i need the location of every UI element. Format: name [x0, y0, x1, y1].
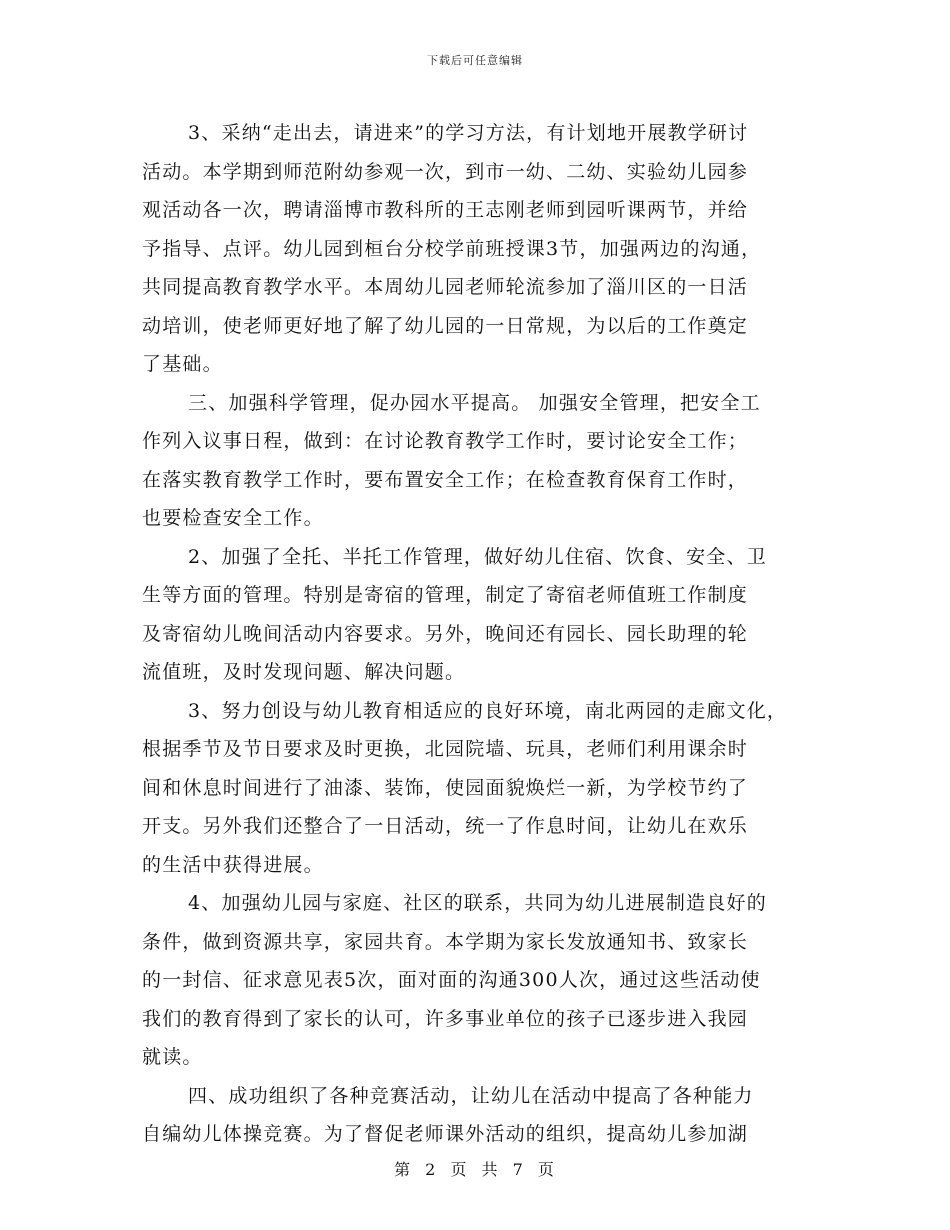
text-line: 活动。本学期到师范附幼参观一次，到市一幼、二幼、实验幼儿园参 [142, 160, 749, 183]
text-line: 及寄宿幼儿晚间活动内容要求。另外，晚间还有园长、园长助理的轮 [142, 622, 749, 645]
text-line: 共同提高教育教学水平。本周幼儿园老师轮流参加了淄川区的一日活 [142, 276, 749, 298]
text-line: 三、加强科学管理，促办园水平提高。 加强安全管理，把安全工 [188, 391, 761, 414]
text-line: 在落实教育教学工作时，要布置安全工作；在检查教育保育工作时， [142, 468, 749, 491]
text-line: 开支。另外我们还整合了一日活动，统一了作息时间，让幼儿在欢乐 [142, 815, 749, 837]
page-footer: 第 2 页 共 7 页 [394, 1160, 556, 1179]
text-line: 间和休息时间进行了油漆、装饰，使园面貌焕烂一新，为学校节约了 [142, 776, 749, 799]
text-line: 生等方面的管理。特别是寄宿的管理，制定了寄宿老师值班工作制度 [142, 584, 749, 606]
text-line: 四、成功组织了各种竞赛活动，让幼儿在活动中提高了各种能力 [188, 1084, 754, 1107]
text-line: 自编幼儿体操竞赛。为了督促老师课外活动的组织，提高幼儿参加湖 [142, 1123, 749, 1145]
text-line: 动培训，使老师更好地了解了幼儿园的一日常规，为以后的工作奠定 [142, 314, 749, 337]
page-header: 下载后可任意编辑 [427, 54, 523, 67]
text-line: 就读。 [142, 1046, 203, 1068]
text-line: 2、加强了全托、半托工作管理，做好幼儿住宿、饮食、安全、卫 [188, 545, 767, 568]
text-line: 3、采纳“走出去，请进来”的学习方法，有计划地开展教学研讨 [188, 122, 749, 144]
text-line: 予指导、点评。幼儿园到桓台分校学前班授课3节，加强两边的沟通， [142, 237, 762, 260]
text-line: 3、努力创设与幼儿教育相适应的良好环境，南北两园的走廊文化， [188, 699, 788, 722]
text-line: 我们的教育得到了家长的认可，许多事业单位的孩子已逐步进入我园 [142, 1007, 749, 1030]
text-line: 观活动各一次，聘请淄博市教科所的王志刚老师到园听课两节，并给 [142, 199, 749, 221]
text-line: 4、加强幼儿园与家庭、社区的联系，共同为幼儿进展制造良好的 [188, 892, 767, 914]
text-line: 的一封信、征求意见表5次，面对面的沟通300人次，通过这些活动使 [142, 969, 761, 991]
text-line: 流值班，及时发现问题、解决问题。 [142, 661, 466, 683]
text-line: 的生活中获得进展。 [142, 853, 324, 876]
text-line: 也要检查安全工作。 [142, 507, 324, 529]
text-line: 作列入议事日程，做到：在讨论教育教学工作时，要讨论安全工作； [142, 430, 749, 452]
text-line: 条件，做到资源共享，家园共育。本学期为家长发放通知书、致家长 [142, 930, 749, 953]
document-body [142, 114, 822, 1154]
text-line: 根据季节及节日要求及时更换，北园院墙、玩具，老师们利用课余时 [142, 738, 749, 760]
text-line: 了基础。 [142, 353, 223, 375]
